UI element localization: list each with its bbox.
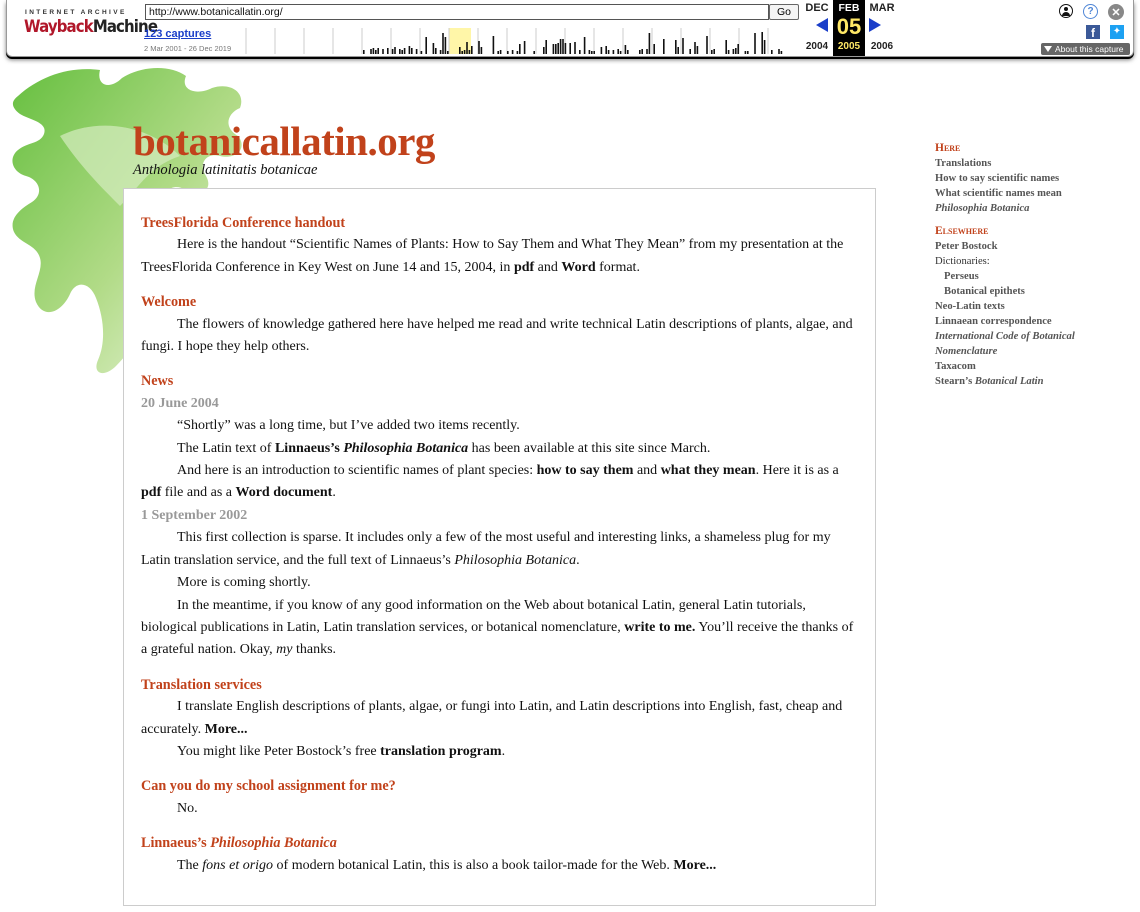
sidebar-item-taxacom[interactable]: Taxacom bbox=[935, 361, 976, 372]
write-to-me-link[interactable]: write to me. bbox=[624, 619, 696, 635]
capture-bar bbox=[459, 47, 461, 54]
wayback-toolbar bbox=[6, 0, 1134, 57]
capture-bar bbox=[697, 46, 699, 54]
translation-program-link[interactable]: translation program bbox=[380, 743, 502, 759]
sidebar-nav bbox=[935, 141, 1115, 389]
capture-bar bbox=[497, 51, 499, 54]
translation-more-link[interactable]: More... bbox=[204, 721, 248, 737]
wayback-logo-part2: Machine bbox=[92, 17, 158, 37]
capture-bar bbox=[411, 48, 413, 54]
capture-bar bbox=[713, 49, 715, 54]
capture-bar bbox=[401, 50, 403, 54]
sidebar-item-philosophia[interactable]: Philosophia Botanica bbox=[935, 203, 1030, 214]
twitter-icon[interactable]: ✦ bbox=[1110, 25, 1124, 39]
capture-bar bbox=[584, 37, 586, 54]
capture-bar bbox=[593, 51, 595, 54]
capture-bar bbox=[404, 48, 406, 54]
capture-bar bbox=[363, 50, 365, 54]
capture-bar bbox=[589, 50, 591, 54]
capture-bar bbox=[481, 47, 483, 54]
welcome-paragraph: The flowers of knowledge gathered here have helped me read and write technical Latin descriptions of plants, algae, and fungi. I hope they help others. bbox=[141, 316, 853, 355]
philosophia-link-title: Philosophia Botanica bbox=[343, 440, 469, 456]
capture-bar bbox=[771, 50, 773, 54]
capture-bar bbox=[464, 50, 466, 54]
site-title: botanicallatin.org bbox=[133, 118, 435, 164]
sidebar-item-botanical-epithets[interactable]: Botanical epithets bbox=[944, 286, 1025, 297]
captures-link[interactable]: 123 captures bbox=[144, 28, 212, 40]
news-item bbox=[141, 595, 857, 662]
user-icon[interactable] bbox=[1059, 4, 1073, 18]
treesflorida-text: Here is the handout “Scientific Names of Plants: How to Say Them and What They Mean” from my presentation at the TreesFlorida Conference in Key West on June 14 and 15, 2004, in bbox=[141, 237, 844, 275]
pdf-file-link[interactable]: pdf bbox=[141, 485, 162, 501]
go-button[interactable]: Go bbox=[769, 4, 799, 20]
facebook-icon[interactable]: f bbox=[1086, 25, 1100, 39]
news-text: In the meantime, if you know of any good information on the Web about botanical Latin, general Latin tutorials, biological publications in Latin, Latin translation services, or botanical nomenclature, bbox=[141, 597, 806, 635]
book-title: Philosophia Botanica bbox=[454, 552, 577, 568]
capture-bar bbox=[553, 44, 555, 54]
capture-bar bbox=[507, 51, 509, 54]
capture-bar bbox=[646, 49, 648, 54]
capture-date-range: 2 Mar 2001 - 26 Dec 2019 bbox=[144, 44, 232, 53]
capture-bar bbox=[569, 43, 571, 54]
capture-bar bbox=[601, 47, 603, 54]
sidebar-item-stearn[interactable] bbox=[935, 374, 1115, 389]
capture-bar bbox=[377, 48, 379, 54]
capture-bar bbox=[500, 50, 502, 54]
linnaeus-text: of modern botanical Latin, this is also a book tailor-made for the Web. bbox=[273, 857, 674, 873]
treesflorida-heading[interactable]: TreesFlorida Conference handout bbox=[141, 215, 346, 231]
wayback-logo[interactable] bbox=[24, 17, 157, 37]
capture-bar bbox=[461, 51, 463, 54]
capture-bar bbox=[387, 48, 389, 54]
news-text: . Here it is as a bbox=[755, 463, 839, 479]
news-text: and bbox=[633, 463, 661, 479]
capture-bar bbox=[608, 50, 610, 54]
current-month: FEB bbox=[835, 2, 863, 14]
current-day: 05 bbox=[836, 14, 862, 39]
capture-bar bbox=[399, 49, 401, 54]
treesflorida-pdf-link[interactable]: pdf bbox=[513, 259, 535, 275]
sidebar-item-perseus[interactable]: Perseus bbox=[944, 271, 979, 282]
capture-bar bbox=[574, 42, 576, 54]
news-text: . bbox=[576, 552, 580, 568]
section-news bbox=[141, 370, 857, 661]
wayback-logo-part1: Wayback bbox=[24, 17, 93, 37]
capture-bar bbox=[435, 48, 437, 54]
news-text: . bbox=[332, 485, 336, 501]
news-text: has been available at this site since March. bbox=[468, 440, 711, 456]
capture-bar bbox=[605, 46, 607, 54]
prev-year-link[interactable]: 2004 bbox=[805, 41, 829, 52]
emphasis-text: my bbox=[276, 642, 293, 658]
sidebar-dictionaries-label: Dictionaries: bbox=[935, 256, 990, 267]
capture-bar bbox=[392, 49, 394, 54]
capture-bar bbox=[421, 51, 423, 54]
capture-bar bbox=[375, 50, 377, 54]
capture-bar bbox=[747, 51, 749, 54]
stearn-title: Botanical Latin bbox=[974, 376, 1044, 387]
close-icon[interactable]: ✕ bbox=[1108, 4, 1124, 20]
help-icon[interactable]: ? bbox=[1083, 4, 1098, 19]
news-heading: News bbox=[141, 373, 174, 390]
conjunction-text: and bbox=[534, 259, 562, 275]
capture-bar bbox=[627, 50, 629, 54]
news-item bbox=[141, 527, 857, 572]
sidebar-item-peter-bostock[interactable]: Peter Bostock bbox=[935, 241, 998, 252]
capture-bar bbox=[478, 41, 480, 54]
section-treesflorida bbox=[141, 212, 857, 279]
news-date: 20 June 2004 bbox=[141, 395, 219, 411]
how-to-say-link[interactable]: how to say them bbox=[536, 463, 634, 479]
capture-bar bbox=[682, 38, 684, 54]
next-month-link[interactable]: MAR bbox=[869, 2, 895, 14]
capture-bar bbox=[519, 44, 521, 54]
sidebar-item-neo-latin[interactable]: Neo-Latin texts bbox=[935, 301, 1005, 312]
capture-bar bbox=[639, 50, 641, 54]
section-welcome bbox=[141, 291, 857, 358]
capture-bar bbox=[737, 44, 739, 54]
linnaeus-heading-title: Philosophia Botanica bbox=[210, 835, 337, 852]
school-heading: Can you do my school assignment for me? bbox=[141, 778, 396, 795]
about-capture-button[interactable] bbox=[1041, 43, 1130, 55]
section-linnaeus bbox=[141, 832, 857, 877]
news-text: You’ll receive the thanks of a grateful nation. Okay, bbox=[141, 619, 854, 658]
capture-bar bbox=[557, 43, 559, 54]
next-capture-arrow-icon[interactable] bbox=[869, 18, 881, 32]
capture-bar bbox=[469, 50, 471, 54]
capture-bar bbox=[517, 51, 519, 54]
site-subtitle: Anthologia latinitatis botanicae bbox=[133, 162, 318, 178]
capture-bar bbox=[466, 42, 468, 54]
capture-bar bbox=[677, 47, 679, 54]
capture-bar bbox=[562, 39, 564, 54]
capture-bar bbox=[416, 49, 418, 54]
capture-bar bbox=[560, 39, 562, 54]
news-text: The Latin text of bbox=[177, 440, 275, 456]
prev-month-link[interactable]: DEC bbox=[805, 2, 829, 14]
treesflorida-format-text: format. bbox=[595, 259, 640, 275]
sidebar-elsewhere-header: Elsewhere bbox=[935, 225, 989, 237]
sidebar-item-linnaean-correspondence[interactable]: Linnaean correspondence bbox=[935, 316, 1052, 327]
capture-bar bbox=[745, 51, 747, 54]
capture-bar bbox=[733, 49, 735, 54]
news-item: More is coming shortly. bbox=[177, 575, 311, 591]
news-text: thanks. bbox=[292, 642, 337, 658]
capture-bar bbox=[689, 49, 691, 54]
capture-bar bbox=[754, 33, 756, 54]
dropdown-triangle-icon bbox=[1044, 46, 1052, 52]
news-date: 1 September 2002 bbox=[141, 507, 248, 523]
capture-bar bbox=[442, 33, 444, 54]
news-item bbox=[141, 460, 857, 505]
news-text: And here is an introduction to scientific names of plant species: bbox=[177, 463, 537, 479]
capture-bar bbox=[545, 40, 547, 54]
capture-bar bbox=[579, 50, 581, 54]
treesflorida-paragraph bbox=[141, 234, 857, 279]
philosophia-link-text: Linnaeus’s bbox=[274, 440, 344, 456]
translation-paragraph bbox=[141, 696, 857, 741]
linnaeus-heading bbox=[141, 832, 857, 854]
internet-archive-label: INTERNET ARCHIVE bbox=[25, 9, 127, 16]
capture-bar bbox=[653, 44, 655, 54]
linnaeus-more-link[interactable]: More... bbox=[673, 857, 717, 873]
prev-capture-arrow-icon[interactable] bbox=[816, 18, 828, 32]
capture-bar bbox=[591, 51, 593, 54]
word-document-link[interactable]: Word document bbox=[235, 485, 333, 501]
url-input[interactable]: http://www.botanicallatin.org/ bbox=[145, 4, 769, 20]
capture-sparkline[interactable] bbox=[241, 28, 801, 54]
capture-bar bbox=[524, 41, 526, 54]
capture-bar bbox=[493, 36, 495, 54]
linnaeus-text: The bbox=[177, 857, 203, 873]
sidebar-item-translations[interactable]: Translations bbox=[935, 158, 992, 169]
capture-bar bbox=[373, 48, 375, 54]
about-capture-label: About this capture bbox=[1055, 44, 1124, 54]
emphasis-text: fons et origo bbox=[202, 857, 274, 873]
stearn-text: Stearn’s bbox=[935, 376, 975, 387]
capture-bar bbox=[543, 47, 545, 54]
news-text: This first collection is sparse. It includes only a few of the most useful and interesting links, a shameless plug for my Latin translation service, and the full text of Linnaeus’s bbox=[141, 530, 831, 568]
capture-bar bbox=[620, 51, 622, 54]
section-school bbox=[141, 775, 857, 820]
capture-bar bbox=[370, 49, 372, 54]
capture-bar bbox=[471, 46, 473, 54]
treesflorida-word-link[interactable]: Word bbox=[561, 259, 596, 275]
capture-bar bbox=[649, 33, 651, 54]
capture-bar bbox=[735, 48, 737, 54]
sidebar-item-what-names-mean[interactable]: What scientific names mean bbox=[935, 188, 1062, 199]
translation-text: . bbox=[501, 743, 506, 759]
next-year-link[interactable]: 2006 bbox=[870, 41, 894, 52]
capture-bar bbox=[447, 51, 449, 54]
school-paragraph: No. bbox=[177, 800, 198, 816]
capture-bar bbox=[382, 49, 384, 54]
translation-paragraph bbox=[141, 741, 857, 763]
capture-bar bbox=[706, 36, 708, 54]
capture-bar bbox=[781, 51, 783, 54]
capture-bar bbox=[512, 50, 514, 54]
capture-bar bbox=[409, 46, 411, 54]
translation-text: You might like Peter Bostock’s free bbox=[177, 743, 381, 759]
linnaeus-heading-text: Linnaeus’s bbox=[141, 835, 211, 852]
capture-bar bbox=[641, 49, 643, 54]
capture-bar bbox=[433, 43, 435, 54]
what-they-mean-link[interactable]: what they mean bbox=[660, 463, 756, 479]
translation-heading: Translation services bbox=[141, 676, 262, 693]
news-item bbox=[141, 438, 857, 460]
main-content bbox=[141, 212, 857, 889]
welcome-heading: Welcome bbox=[141, 294, 197, 311]
translation-text: I translate English descriptions of plants, algae, or fungi into Latin, and Latin descriptions into English, fast, cheap and accurately. bbox=[141, 699, 843, 737]
sidebar-item-how-to-say[interactable]: How to say scientific names bbox=[935, 173, 1060, 184]
capture-bar bbox=[663, 39, 665, 54]
capture-bar bbox=[711, 50, 713, 54]
sidebar-item-icbn[interactable]: International Code of Botanical Nomenclature bbox=[935, 331, 1075, 357]
news-item: “Shortly” was a long time, but I’ve added two items recently. bbox=[177, 418, 520, 434]
capture-bar bbox=[445, 37, 447, 54]
capture-bar bbox=[394, 47, 396, 54]
capture-bar bbox=[625, 45, 627, 54]
capture-bar bbox=[778, 49, 780, 54]
capture-bar bbox=[725, 40, 727, 54]
current-year: 2005 bbox=[837, 41, 861, 52]
capture-bar bbox=[555, 44, 557, 54]
capture-bar bbox=[764, 40, 766, 54]
linnaeus-paragraph bbox=[141, 855, 857, 877]
capture-bar bbox=[613, 50, 615, 54]
capture-bar bbox=[565, 43, 567, 54]
capture-bar bbox=[761, 32, 763, 54]
capture-bar bbox=[440, 50, 442, 54]
news-text: file and as a bbox=[161, 485, 236, 501]
capture-bar bbox=[425, 37, 427, 54]
sidebar-here-header: Here bbox=[935, 142, 961, 154]
capture-bar bbox=[694, 42, 696, 54]
section-translation bbox=[141, 674, 857, 764]
capture-bar bbox=[728, 50, 730, 54]
capture-bar bbox=[533, 51, 535, 54]
capture-bar bbox=[675, 40, 677, 54]
philosophia-link[interactable] bbox=[275, 441, 468, 456]
capture-bar bbox=[617, 49, 619, 54]
